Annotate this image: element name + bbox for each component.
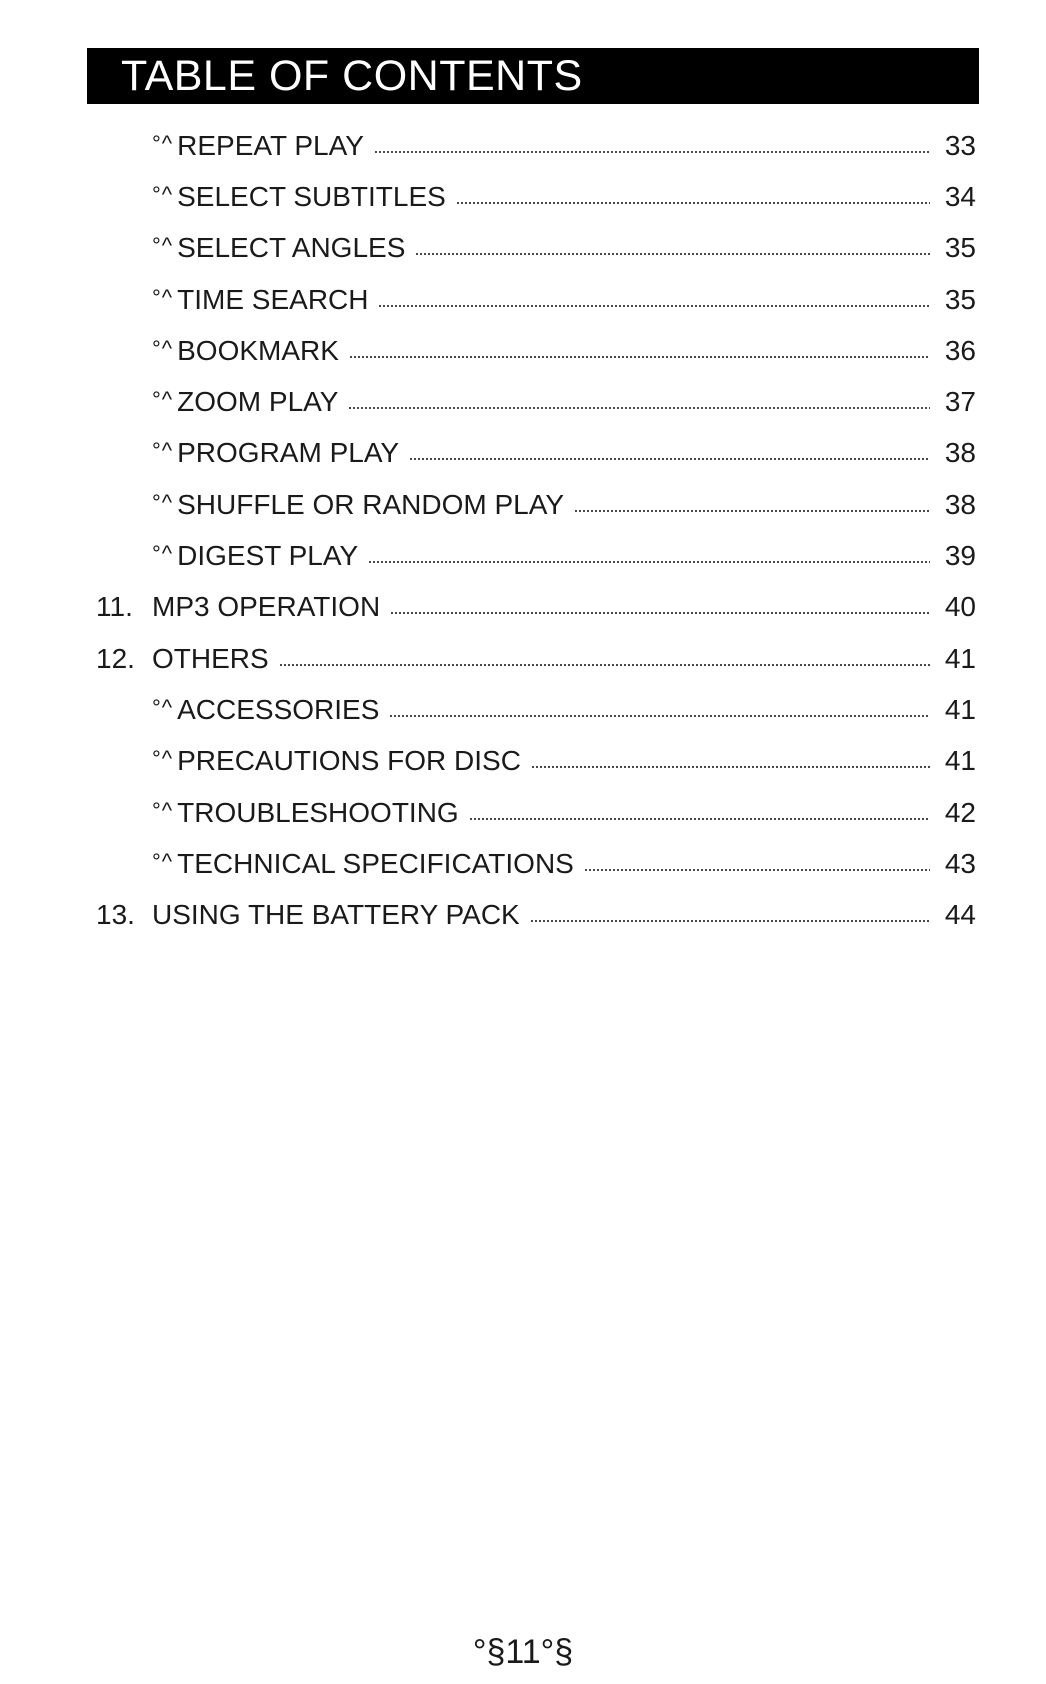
- toc-entry-label: DIGEST PLAY: [177, 540, 359, 572]
- dot-leader: [368, 561, 930, 563]
- dot-leader: [584, 869, 930, 871]
- toc-entry-label: PROGRAM PLAY: [177, 437, 400, 469]
- toc-entry-accessories: [96, 684, 976, 735]
- toc-page-number: 40: [944, 591, 976, 623]
- toc-entry-label: TROUBLESHOOTING: [177, 796, 459, 828]
- toc-entry-label: BOOKMARK: [177, 334, 339, 366]
- toc-page-number: 42: [944, 796, 976, 828]
- toc-bullet: °^: [152, 694, 174, 720]
- toc-entry-label: ZOOM PLAY: [177, 386, 339, 418]
- toc-entry-others: [96, 633, 976, 684]
- dot-leader: [409, 458, 930, 460]
- toc-entry-program-play: [96, 428, 976, 479]
- dot-leader: [531, 766, 930, 768]
- toc-entry-label: SELECT ANGLES: [177, 232, 406, 264]
- toc-section-number: 13.: [96, 899, 135, 931]
- toc-entry-label: REPEAT PLAY: [177, 129, 364, 161]
- toc-entry-repeat-play: [96, 120, 976, 171]
- dot-leader: [389, 715, 930, 717]
- toc-entry-bookmark: [96, 325, 976, 376]
- toc-section-number: 12.: [96, 642, 135, 674]
- toc-entry-label: SHUFFLE OR RANDOM PLAY: [177, 488, 564, 520]
- toc-bullet: °^: [152, 181, 174, 207]
- dot-leader: [574, 510, 930, 512]
- toc-entry-select-subtitles: [96, 171, 976, 222]
- toc-entry-label: ACCESSORIES: [177, 693, 380, 725]
- dot-leader: [469, 818, 930, 820]
- toc-page-number: 34: [944, 180, 976, 212]
- toc-bullet: °^: [152, 541, 174, 567]
- toc-header-bar: [87, 48, 979, 104]
- toc-entry-label: PRECAUTIONS FOR DISC: [177, 745, 521, 777]
- toc-entry-using-the-battery-pack: [96, 889, 976, 940]
- toc-page-number: 41: [944, 642, 976, 674]
- toc-entry-technical-specifications: [96, 838, 976, 889]
- toc-page-number: 44: [944, 899, 976, 931]
- toc-page-number: 41: [944, 745, 976, 777]
- dot-leader: [530, 920, 930, 922]
- toc-page-number: 38: [944, 488, 976, 520]
- toc-entry-troubleshooting: [96, 787, 976, 838]
- dot-leader: [348, 407, 930, 409]
- toc-entry-label: TECHNICAL SPECIFICATIONS: [177, 847, 574, 879]
- dot-leader: [390, 612, 930, 614]
- page-title: TABLE OF CONTENTS: [121, 51, 583, 100]
- toc-page-number: 37: [944, 386, 976, 418]
- footer-page-number: °§11°§: [472, 1633, 574, 1671]
- toc-entry-zoom-play: [96, 376, 976, 427]
- dot-leader: [374, 151, 930, 153]
- toc-entry-time-search: [96, 274, 976, 325]
- toc-entry-label: TIME SEARCH: [177, 283, 369, 315]
- toc-page-number: 41: [944, 693, 976, 725]
- toc-bullet: °^: [152, 438, 174, 464]
- toc-bullet: °^: [152, 130, 174, 156]
- dot-leader: [415, 253, 930, 255]
- toc-entry-label: USING THE BATTERY PACK: [152, 899, 520, 931]
- dot-leader: [349, 356, 930, 358]
- toc-page-number: 38: [944, 437, 976, 469]
- toc-entry-precautions-for-disc: [96, 736, 976, 787]
- toc-page-number: 43: [944, 847, 976, 879]
- toc-entry-label: MP3 OPERATION: [152, 591, 381, 623]
- toc-list: [96, 120, 976, 941]
- toc-page-number: 36: [944, 334, 976, 366]
- toc-bullet: °^: [152, 746, 174, 772]
- toc-page-number: 39: [944, 540, 976, 572]
- toc-page-number: 35: [944, 232, 976, 264]
- toc-bullet: °^: [152, 489, 174, 515]
- dot-leader: [378, 305, 930, 307]
- toc-entry-label: SELECT SUBTITLES: [177, 180, 446, 212]
- toc-page-number: 33: [944, 129, 976, 161]
- toc-entry-digest-play: [96, 530, 976, 581]
- dot-leader: [279, 664, 930, 666]
- dot-leader: [456, 202, 930, 204]
- toc-bullet: °^: [152, 797, 174, 823]
- toc-entry-select-angles: [96, 223, 976, 274]
- toc-page-number: 35: [944, 283, 976, 315]
- toc-bullet: °^: [152, 848, 174, 874]
- toc-entry-mp3-operation: [96, 582, 976, 633]
- toc-bullet: °^: [152, 233, 174, 259]
- toc-entry-label: OTHERS: [152, 642, 269, 674]
- toc-bullet: °^: [152, 284, 174, 310]
- toc-bullet: °^: [152, 387, 174, 413]
- toc-entry-shuffle-or-random-play: [96, 479, 976, 530]
- toc-bullet: °^: [152, 335, 174, 361]
- toc-section-number: 11.: [96, 591, 133, 623]
